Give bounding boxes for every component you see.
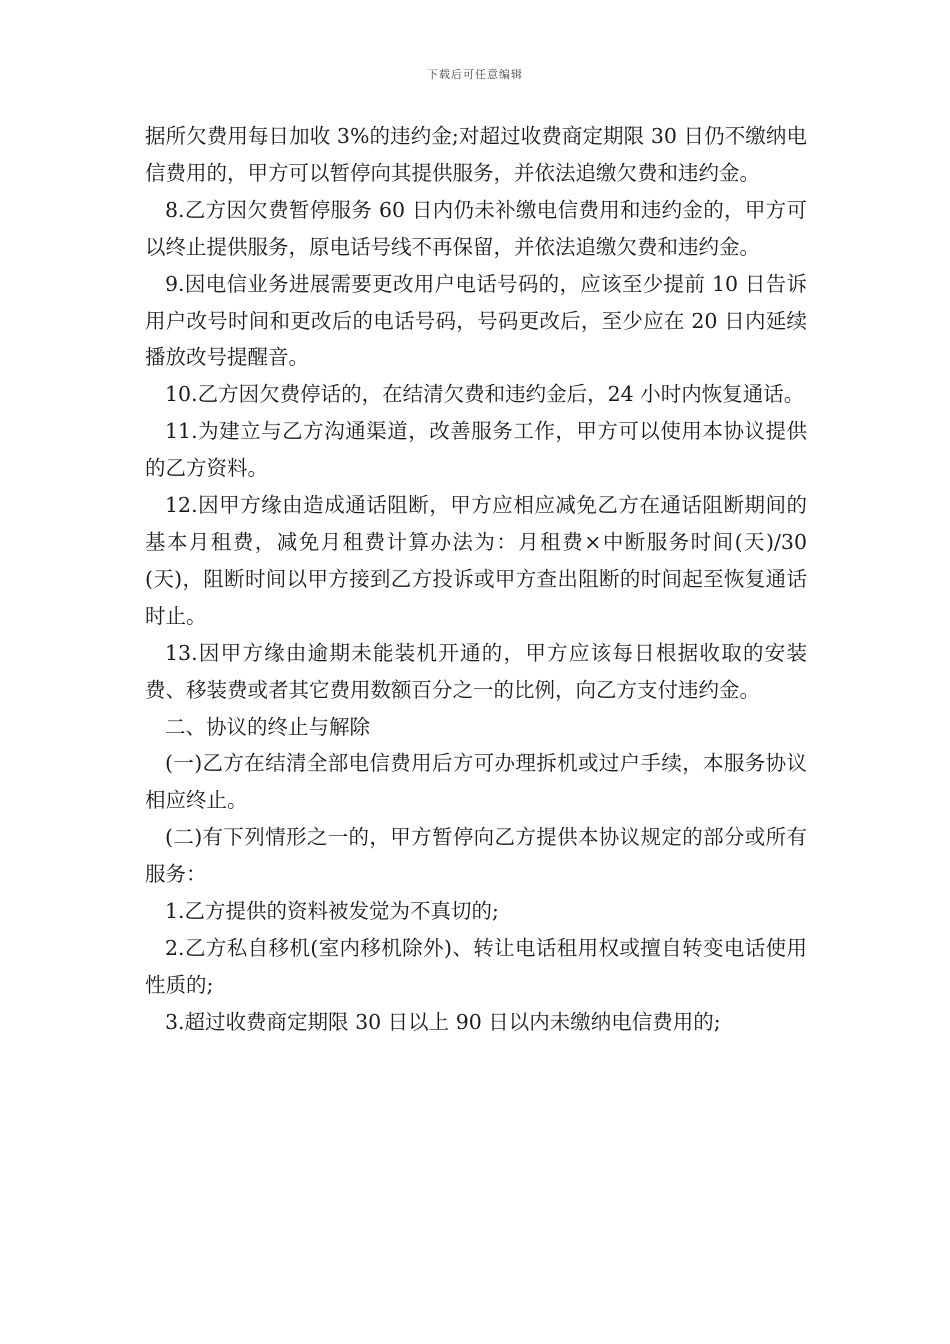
document-body	[145, 118, 807, 1041]
paragraph-item-9: 9.因电信业务进展需要更改用户电话号码的，应该至少提前 10 日告诉用户改号时间和更改后的电话号码，号码更改后，至少应在 20 日内延续播放改号提醒音。	[145, 271, 807, 370]
paragraph-item-8: 8.乙方因欠费暂停服务 60 日内仍未补缴电信费用和违约金的，甲方可以终止提供服务，原电话号线不再保留，并依法追缴欠费和违约金。	[145, 197, 807, 259]
paragraph-continuation: 据所欠费用每日加收 3%的违约金;对超过收费商定期限 30 日仍不缴纳电信费用的，甲方可以暂停向其提供服务，并依法追缴欠费和违约金。	[145, 124, 807, 185]
paragraph-clause-2: (二)有下列情形之一的，甲方暂停向乙方提供本协议规定的部分或所有服务：	[145, 825, 807, 887]
paragraph-item-10: 10.乙方因欠费停话的，在结清欠费和违约金后，24 小时内恢复通话。	[165, 382, 805, 407]
section-heading-termination: 二、协议的终止与解除	[165, 714, 370, 739]
page-header: 下载后可任意编辑	[427, 68, 523, 81]
paragraph-item-11: 11.为建立与乙方沟通渠道，改善服务工作，甲方可以使用本协议提供的乙方资料。	[145, 419, 807, 481]
list-item-3: 3.超过收费商定期限 30 日以上 90 日以内未缴纳电信费用的;	[165, 1009, 721, 1034]
list-item-2: 2.乙方私自移机(室内移机除外)、转让电话租用权或擅自转变电话使用性质的;	[145, 935, 807, 997]
paragraph-clause-1: (一)乙方在结清全部电信费用后方可办理拆机或过户手续，本服务协议相应终止。	[145, 751, 807, 813]
paragraph-item-13: 13.因甲方缘由逾期未能装机开通的，甲方应该每日根据收取的安装费、移装费或者其它费用数额百分之一的比例，向乙方支付违约金。	[145, 640, 807, 702]
list-item-1: 1.乙方提供的资料被发觉为不真切的;	[165, 899, 499, 924]
paragraph-item-12: 12.因甲方缘由造成通话阻断，甲方应相应减免乙方在通话阻断期间的基本月租费，减免月租费计算办法为：月租费×中断服务时间(天)/30(天)，阻断时间以甲方接到乙方投诉或甲方查出阻断的时间起至恢复通话时止。	[145, 493, 807, 628]
